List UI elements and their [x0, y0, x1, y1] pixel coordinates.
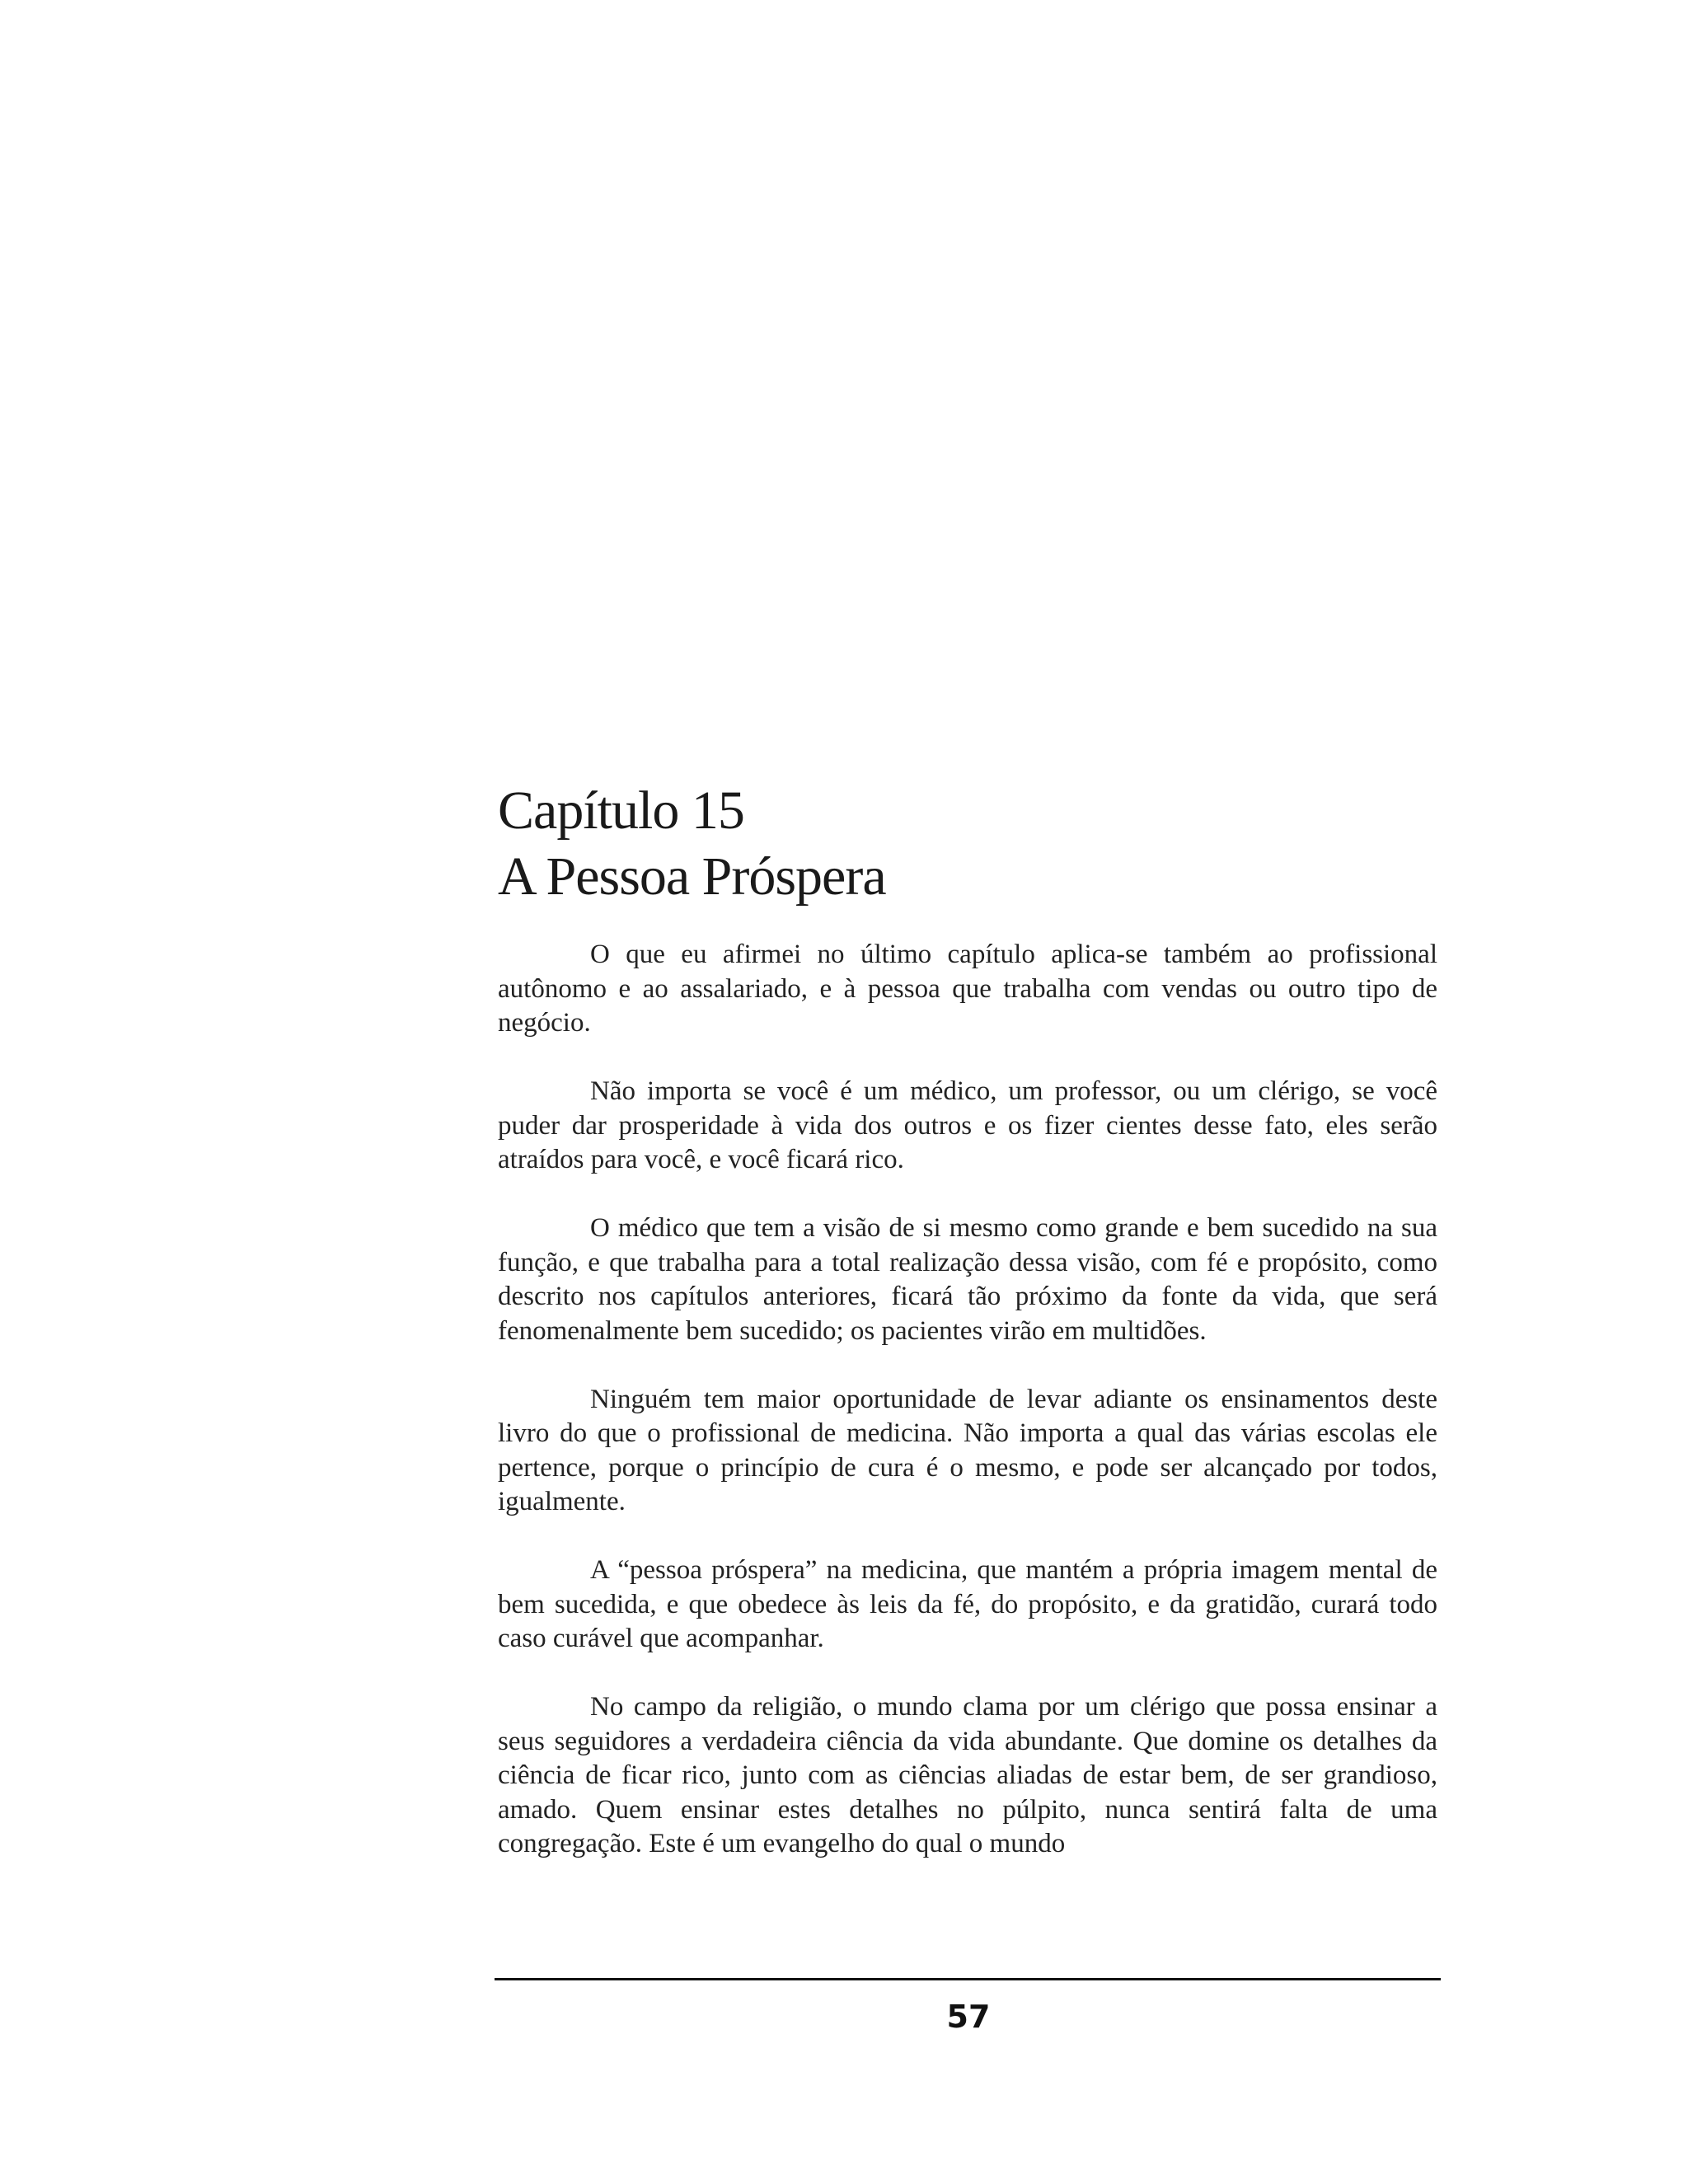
paragraph: Ninguém tem maior oportunidade de levar adiante os ensinamentos deste livro do que o profissional de medicina. Não importa a qual das várias escolas ele pertence, porque o princípio de cura é o mesmo, e pode ser alcançado por todos, igualmente.	[498, 1384, 1437, 1516]
paragraph: O médico que tem a visão de si mesmo como grande e bem sucedido na sua função, e que trabalha para a total realização dessa visão, com fé e propósito, como descrito nos capítulos anteriores, ficará tão próximo da fonte da vida, que será fenomenalmente bem sucedido; os pacientes virão em multidões.	[498, 1213, 1437, 1346]
paragraph: No campo da religião, o mundo clama por um clérigo que possa ensinar a seus seguidores a verdadeira ciência da vida abundante. Que domine os detalhes da ciência de ficar rico, junto com as ciências aliadas de estar bem, de ser grandioso, amado. Quem ensinar estes detalhes no púlpito, nunca sentirá falta de uma congregação. Este é um evangelho do qual o mundo	[498, 1692, 1437, 1858]
chapter-heading	[498, 778, 1446, 910]
paragraph: A “pessoa próspera” na medicina, que mantém a própria imagem mental de bem sucedida, e que obedece às leis da fé, do propósito, e da gratidão, curará todo caso curável que acompanhar.	[498, 1555, 1437, 1653]
paragraph: O que eu afirmei no último capítulo aplica-se também ao profissional autônomo e ao assalariado, e à pessoa que trabalha com vendas ou outro tipo de negócio.	[498, 940, 1437, 1038]
page-number: 57	[946, 1999, 991, 2035]
footer-divider	[495, 1978, 1441, 1980]
body-text	[498, 938, 1437, 1896]
paragraph: Não importa se você é um médico, um professor, ou um clérigo, se você puder dar prosperidade à vida dos outros e os fizer cientes desse fato, eles serão atraídos para você, e você ficará rico.	[498, 1076, 1437, 1174]
chapter-title: A Pessoa Próspera	[498, 846, 886, 907]
chapter-number: Capítulo 15	[498, 780, 744, 841]
